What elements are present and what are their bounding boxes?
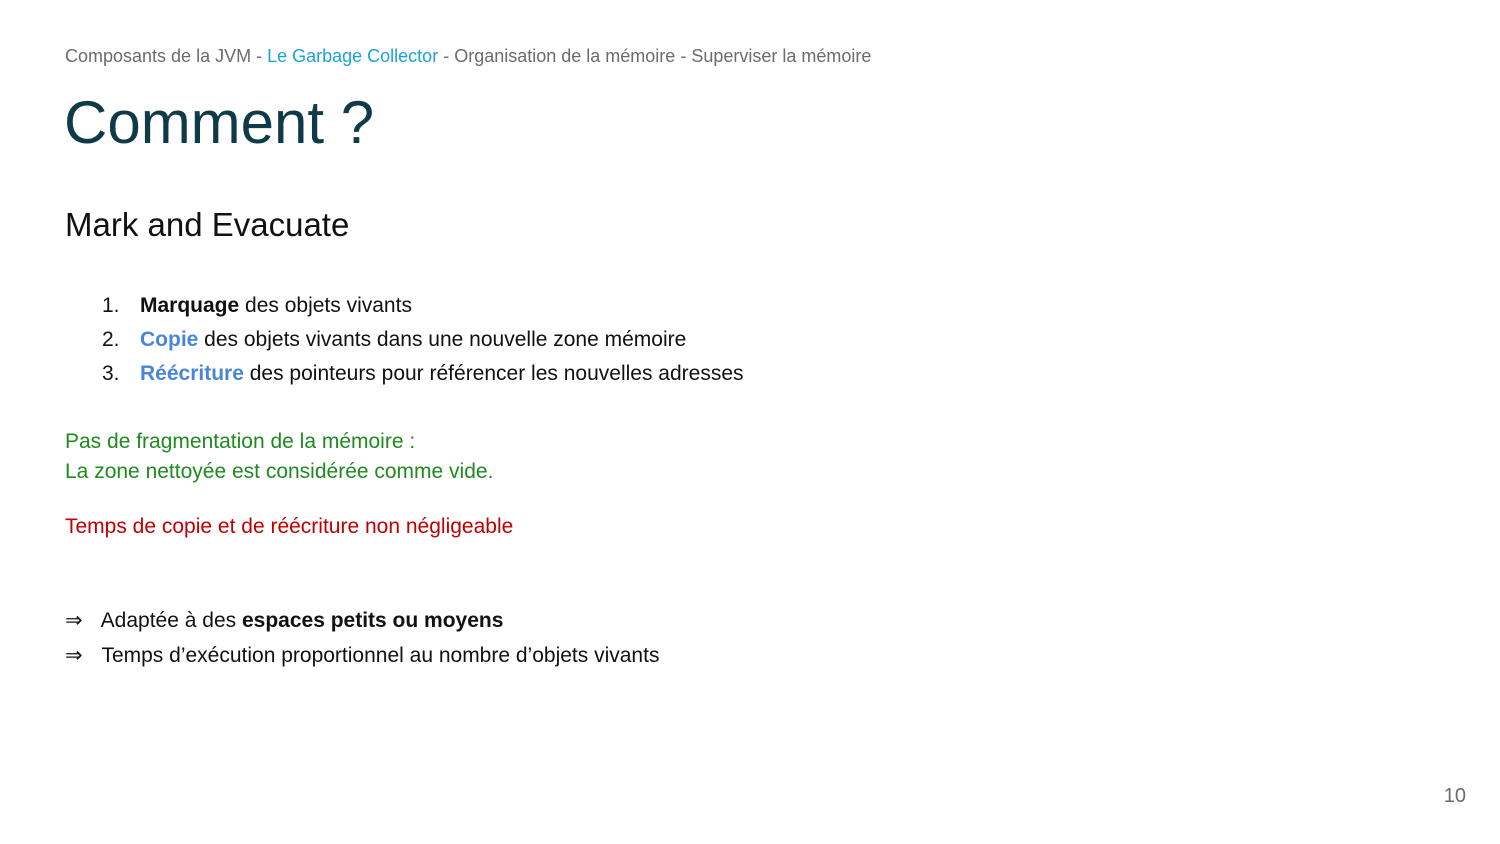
breadcrumb-item-memory-supervision: Superviser la mémoire [691,46,872,66]
advantage-line: Pas de fragmentation de la mémoire : [65,430,416,453]
conclusions-list [65,603,659,673]
conclusion-text: Temps d’exécution proportionnel au nombre d’objets vivants [96,644,660,667]
implies-arrow-icon: ⇒ [65,644,83,667]
list-item [65,289,744,323]
breadcrumb-item-memory-organisation: Organisation de la mémoire [454,46,676,66]
breadcrumb-item-garbage-collector: Le Garbage Collector [267,46,439,66]
conclusion-emphasis: espaces petits ou moyens [241,609,504,632]
list-item [65,323,744,357]
implies-arrow-icon: ⇒ [65,609,83,632]
list-item [65,357,744,391]
list-item-number: 2. [102,328,120,351]
step-description: des objets vivants [239,294,412,317]
step-keyword: Marquage [140,294,240,317]
list-item-number: 3. [102,362,120,385]
page-number: 10 [1443,785,1466,807]
step-keyword: Réécriture [140,362,244,385]
section-subtitle: Mark and Evacuate [65,206,350,243]
breadcrumb-separator: - [251,46,268,66]
breadcrumb-item-jvm-components: Composants de la JVM [65,46,252,66]
advantage-text [65,427,493,487]
page-title: Comment ? [64,89,375,156]
list-item-number: 1. [102,294,120,317]
conclusion-text: Adaptée à des [96,609,242,632]
conclusion-item [65,603,659,638]
conclusion-item [65,638,659,673]
drawback-text: Temps de copie et de réécriture non négligeable [65,515,514,538]
step-keyword: Copie [140,328,199,351]
breadcrumb [65,46,871,67]
step-description: des objets vivants dans une nouvelle zone mémoire [198,328,687,351]
steps-list [65,289,744,391]
step-description: des pointeurs pour référencer les nouvelles adresses [243,362,744,385]
breadcrumb-separator: - [675,46,692,66]
breadcrumb-separator: - [438,46,455,66]
advantage-line: La zone nettoyée est considérée comme vide. [65,460,494,483]
